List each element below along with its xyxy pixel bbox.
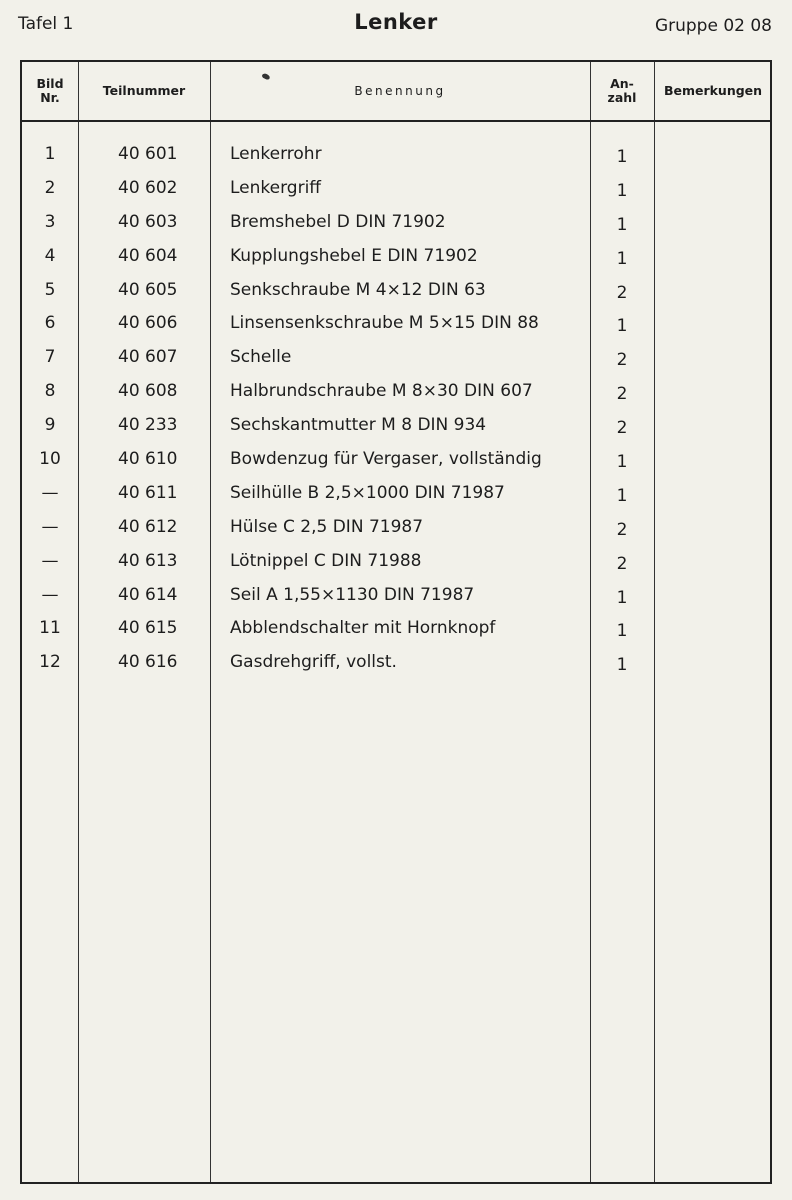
cell-bild-nr: 10 — [39, 449, 61, 470]
cell-bild-nr: 8 — [44, 381, 56, 402]
table-row — [22, 280, 770, 314]
column-header-benennung: Benennung — [354, 84, 446, 98]
cell-teilnummer: 40 613 — [118, 550, 178, 571]
column-header-anzahl-line1: An- — [610, 76, 634, 91]
cell-teilnummer: 40 607 — [118, 347, 178, 368]
header-divider — [22, 120, 770, 122]
column-header-bemerkungen: Bemerkungen — [663, 83, 763, 98]
cell-benennung: Bremshebel D DIN 71902 — [230, 211, 446, 232]
cell-teilnummer: 40 605 — [118, 279, 178, 300]
cell-anzahl: 1 — [616, 655, 628, 676]
cell-benennung: Abblendschalter mit Hornknopf — [230, 618, 496, 639]
cell-teilnummer: 40 601 — [118, 144, 178, 164]
table-row — [22, 517, 770, 551]
cell-anzahl: 2 — [616, 384, 628, 405]
parts-table — [20, 60, 772, 1184]
table-row — [22, 551, 770, 585]
cell-teilnummer: 40 606 — [118, 313, 178, 334]
cell-teilnummer: 40 602 — [118, 177, 178, 198]
cell-bild-nr: 2 — [44, 177, 56, 198]
cell-teilnummer: 40 611 — [118, 482, 178, 503]
cell-benennung: Senkschraube M 4×12 DIN 63 — [230, 279, 486, 300]
cell-teilnummer: 40 233 — [118, 415, 178, 436]
cell-benennung: Lenkerrohr — [230, 144, 322, 164]
cell-anzahl: 1 — [616, 316, 628, 337]
cell-benennung: Bowdenzug für Vergaser, vollständig — [230, 449, 542, 470]
cell-bild-nr: 11 — [39, 618, 61, 639]
cell-benennung: Halbrundschraube M 8×30 DIN 607 — [230, 381, 533, 402]
cell-teilnummer: 40 614 — [118, 584, 178, 605]
cell-bild-nr: — — [41, 482, 59, 503]
cell-anzahl: 2 — [616, 350, 628, 371]
cell-anzahl: 1 — [616, 621, 628, 642]
cell-benennung: Linsensenkschraube M 5×15 DIN 88 — [230, 313, 539, 334]
table-body — [22, 144, 770, 686]
cell-benennung: Schelle — [230, 347, 292, 368]
cell-anzahl: 1 — [616, 452, 628, 473]
cell-bild-nr: 12 — [39, 652, 61, 673]
cell-teilnummer: 40 608 — [118, 381, 178, 402]
table-row — [22, 415, 770, 449]
cell-bild-nr: 5 — [44, 279, 56, 300]
table-row — [22, 212, 770, 246]
column-header-bild-line1: Bild — [36, 76, 64, 91]
cell-teilnummer: 40 604 — [118, 245, 178, 266]
cell-benennung: Lötnippel C DIN 71988 — [230, 550, 422, 571]
column-header-anzahl-line2: zahl — [607, 90, 637, 105]
cell-anzahl: 2 — [616, 519, 628, 540]
cell-anzahl: 2 — [616, 418, 628, 439]
table-row — [22, 381, 770, 415]
cell-bild-nr: 6 — [44, 313, 56, 334]
cell-benennung: Sechskantmutter M 8 DIN 934 — [230, 415, 487, 436]
cell-benennung: Lenkergriff — [230, 177, 322, 198]
table-row — [22, 313, 770, 347]
cell-bild-nr: 3 — [44, 211, 56, 232]
table-row — [22, 483, 770, 517]
column-header-teilnummer: Teilnummer — [102, 83, 186, 98]
cell-bild-nr: 1 — [44, 144, 56, 164]
table-row — [22, 652, 770, 686]
cell-teilnummer: 40 610 — [118, 449, 178, 470]
cell-bild-nr: — — [41, 550, 59, 571]
table-row — [22, 618, 770, 652]
cell-anzahl: 1 — [616, 248, 628, 269]
cell-teilnummer: 40 612 — [118, 516, 178, 537]
table-row — [22, 246, 770, 280]
table-row — [22, 144, 770, 178]
cell-anzahl: 2 — [616, 553, 628, 574]
cell-benennung: Seil A 1,55×1130 DIN 71987 — [230, 584, 475, 605]
cell-bild-nr: 4 — [44, 245, 56, 266]
cell-bild-nr: 7 — [44, 347, 56, 368]
column-header-bild — [22, 62, 78, 120]
table-row — [22, 347, 770, 381]
cell-anzahl: 1 — [616, 180, 628, 201]
cell-bild-nr: — — [41, 516, 59, 537]
column-header-bild-line2: Nr. — [40, 90, 60, 105]
table-row — [22, 585, 770, 619]
page-title: Lenker — [354, 10, 438, 34]
cell-benennung: Gasdrehgriff, vollst. — [230, 652, 397, 673]
cell-anzahl: 1 — [616, 587, 628, 608]
cell-teilnummer: 40 615 — [118, 618, 178, 639]
cell-anzahl: 2 — [616, 282, 628, 303]
group-number: Gruppe 02 08 — [654, 16, 772, 36]
page-label: Tafel 1 — [18, 14, 74, 34]
column-header-anzahl — [590, 62, 654, 120]
cell-teilnummer: 40 603 — [118, 211, 178, 232]
cell-anzahl: 1 — [616, 147, 628, 167]
cell-bild-nr: 9 — [44, 415, 56, 436]
cell-bild-nr: — — [41, 584, 59, 605]
cell-benennung: Seilhülle B 2,5×1000 DIN 71987 — [230, 482, 505, 503]
table-row — [22, 178, 770, 212]
cell-anzahl: 1 — [616, 214, 628, 235]
cell-anzahl: 1 — [616, 485, 628, 506]
cell-benennung: Hülse C 2,5 DIN 71987 — [230, 516, 424, 537]
cell-teilnummer: 40 616 — [118, 652, 178, 673]
cell-benennung: Kupplungshebel E DIN 71902 — [230, 245, 478, 266]
table-row — [22, 449, 770, 483]
